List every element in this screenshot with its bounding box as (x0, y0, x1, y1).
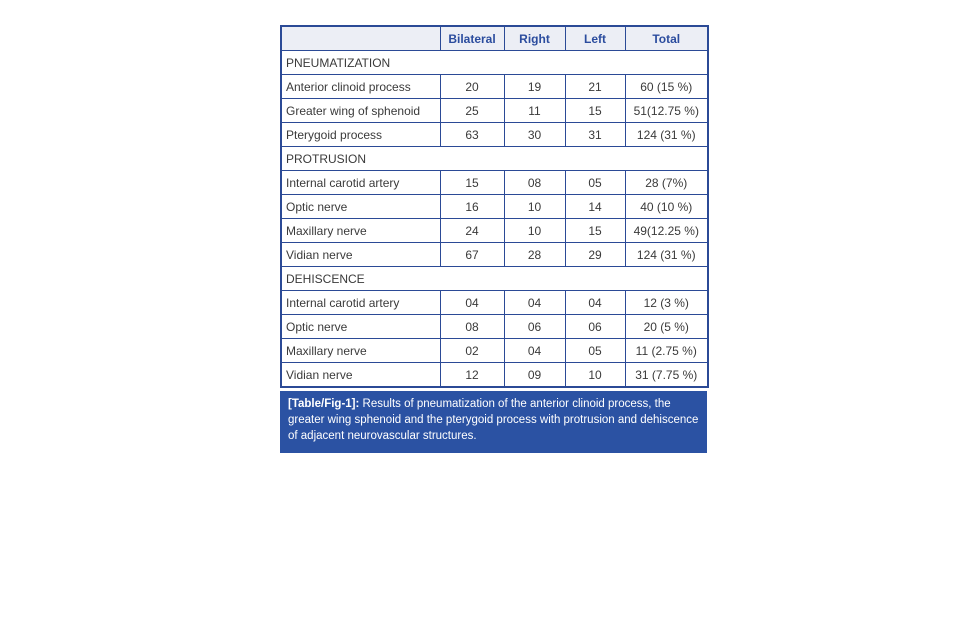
table-row (281, 339, 708, 363)
row-label: Optic nerve (281, 315, 440, 339)
cell-left: 05 (565, 339, 625, 363)
column-header-total: Total (625, 26, 708, 51)
table-row (281, 195, 708, 219)
column-header-bilateral: Bilateral (440, 26, 504, 51)
cell-right: 04 (504, 291, 565, 315)
column-header-right: Right (504, 26, 565, 51)
cell-right: 19 (504, 75, 565, 99)
table-row (281, 123, 708, 147)
caption-text: Results of pneumatization of the anterior clinoid process, the greater wing sphenoid and the pterygoid process with protrusion and dehiscence of adjacent neurovascular structures. (288, 398, 699, 442)
cell-total: 31 (7.75 %) (625, 363, 708, 388)
results-table (280, 25, 709, 388)
cell-left: 06 (565, 315, 625, 339)
row-label: Vidian nerve (281, 243, 440, 267)
cell-left: 04 (565, 291, 625, 315)
row-label: Anterior clinoid process (281, 75, 440, 99)
section-row-dehiscence (281, 267, 708, 291)
section-title: DEHISCENCE (281, 267, 708, 291)
section-title: PNEUMATIZATION (281, 51, 708, 75)
cell-right: 30 (504, 123, 565, 147)
cell-total: 28 (7%) (625, 171, 708, 195)
table-row (281, 171, 708, 195)
cell-bilateral: 08 (440, 315, 504, 339)
cell-bilateral: 02 (440, 339, 504, 363)
cell-left: 21 (565, 75, 625, 99)
cell-total: 49(12.25 %) (625, 219, 708, 243)
cell-total: 124 (31 %) (625, 243, 708, 267)
header-row (281, 26, 708, 51)
column-header-empty (281, 26, 440, 51)
cell-bilateral: 20 (440, 75, 504, 99)
table-row (281, 219, 708, 243)
cell-bilateral: 04 (440, 291, 504, 315)
cell-total: 51(12.75 %) (625, 99, 708, 123)
cell-right: 08 (504, 171, 565, 195)
table-row (281, 291, 708, 315)
cell-left: 15 (565, 219, 625, 243)
cell-total: 12 (3 %) (625, 291, 708, 315)
cell-bilateral: 12 (440, 363, 504, 388)
row-label: Maxillary nerve (281, 339, 440, 363)
row-label: Internal carotid artery (281, 171, 440, 195)
cell-bilateral: 67 (440, 243, 504, 267)
cell-total: 60 (15 %) (625, 75, 708, 99)
table-row (281, 315, 708, 339)
table-row (281, 363, 708, 388)
cell-left: 31 (565, 123, 625, 147)
cell-right: 28 (504, 243, 565, 267)
row-label: Maxillary nerve (281, 219, 440, 243)
table-row (281, 75, 708, 99)
cell-total: 40 (10 %) (625, 195, 708, 219)
cell-total: 124 (31 %) (625, 123, 708, 147)
table-row (281, 243, 708, 267)
caption-label: [Table/Fig-1]: (288, 398, 360, 410)
cell-right: 10 (504, 219, 565, 243)
cell-left: 10 (565, 363, 625, 388)
cell-bilateral: 15 (440, 171, 504, 195)
cell-left: 29 (565, 243, 625, 267)
cell-total: 11 (2.75 %) (625, 339, 708, 363)
column-header-left: Left (565, 26, 625, 51)
row-label: Pterygoid process (281, 123, 440, 147)
cell-left: 15 (565, 99, 625, 123)
section-row-protrusion (281, 147, 708, 171)
cell-right: 06 (504, 315, 565, 339)
row-label: Internal carotid artery (281, 291, 440, 315)
table-caption (280, 391, 707, 453)
cell-bilateral: 16 (440, 195, 504, 219)
cell-right: 10 (504, 195, 565, 219)
row-label: Vidian nerve (281, 363, 440, 388)
cell-left: 05 (565, 171, 625, 195)
section-row-pneumatization (281, 51, 708, 75)
cell-bilateral: 63 (440, 123, 504, 147)
row-label: Optic nerve (281, 195, 440, 219)
cell-right: 09 (504, 363, 565, 388)
table-figure (280, 25, 707, 453)
cell-left: 14 (565, 195, 625, 219)
cell-right: 04 (504, 339, 565, 363)
section-title: PROTRUSION (281, 147, 708, 171)
row-label: Greater wing of sphenoid (281, 99, 440, 123)
cell-right: 11 (504, 99, 565, 123)
cell-bilateral: 25 (440, 99, 504, 123)
cell-total: 20 (5 %) (625, 315, 708, 339)
table-row (281, 99, 708, 123)
cell-bilateral: 24 (440, 219, 504, 243)
